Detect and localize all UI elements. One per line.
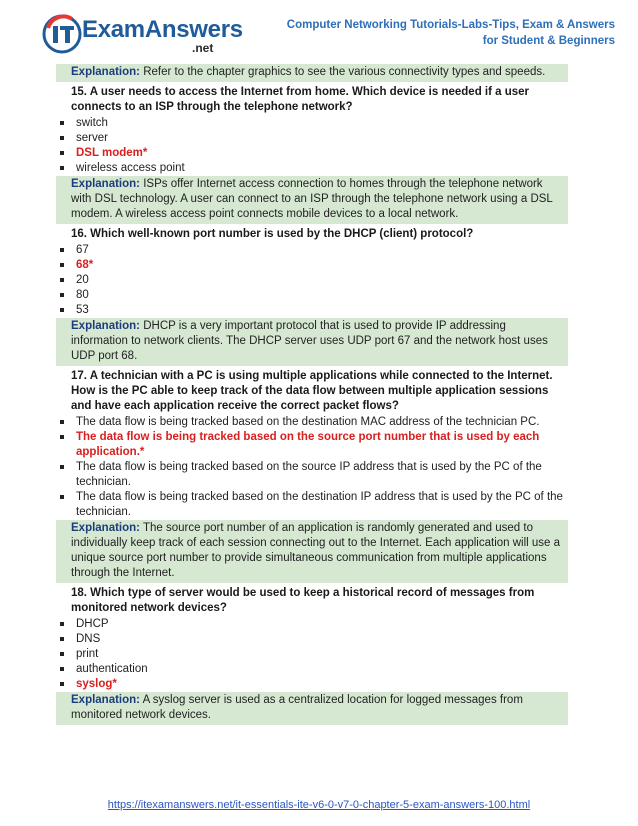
explanation-box <box>56 176 568 224</box>
question-text: 17. A technician with a PC is using multiple applications while connected to the Internet. How is the PC able to keep track of the data flow between multiple application sessions and have each application receive the correct packet flows? <box>71 370 553 412</box>
answer-option: DNS <box>56 632 568 647</box>
explanation-box <box>56 318 568 366</box>
explanation-label: Explanation: <box>71 178 141 190</box>
answer-option: The data flow is being tracked based on the destination MAC address of the technician PC. <box>56 415 568 430</box>
logo-wordmark: ExamAnswers <box>82 16 243 43</box>
correct-answer-option: syslog* <box>56 677 568 692</box>
explanation-box <box>56 64 568 82</box>
question-text: 15. A user needs to access the Internet from home. Which device is needed if a user connects to an ISP through the telephone network? <box>71 86 530 113</box>
correct-answer-option: The data flow is being tracked based on the source port number that is used by each application.* <box>56 430 568 460</box>
tagline-line-1: Computer Networking Tutorials-Labs-Tips, Exam & Answers <box>286 19 615 31</box>
explanation-text: Refer to the chapter graphics to see the various connectivity types and speeds. <box>140 66 546 78</box>
site-logo[interactable] <box>42 14 242 54</box>
logo-net-suffix: .net <box>192 41 214 55</box>
answer-option: The data flow is being tracked based on the destination IP address that is used by the PC of the technician. <box>56 490 568 520</box>
answer-option: switch <box>56 116 568 131</box>
correct-answer-option: DSL modem* <box>56 146 568 161</box>
answer-options <box>56 116 568 176</box>
footer-url-link[interactable]: https://itexamanswers.net/it-essentials-ite-v6-0-v7-0-chapter-5-exam-answers-100.html <box>107 799 531 811</box>
explanation-label: Explanation: <box>71 320 141 332</box>
answer-option: DHCP <box>56 617 568 632</box>
explanation-box <box>56 520 568 583</box>
question-text: 16. Which well-known port number is used by the DHCP (client) protocol? <box>71 228 474 240</box>
answer-option: server <box>56 131 568 146</box>
answer-option: wireless access point <box>56 161 568 176</box>
answer-option: 53 <box>56 303 568 318</box>
explanation-text: A syslog server is used as a centralized location for logged messages from monitored network devices. <box>71 694 523 721</box>
explanation-box <box>56 692 568 725</box>
answer-option: 67 <box>56 243 568 258</box>
it-logo-icon <box>42 14 82 54</box>
page-header <box>0 0 638 62</box>
answer-option: 20 <box>56 273 568 288</box>
explanation-label: Explanation: <box>71 522 141 534</box>
correct-answer-option: 68* <box>56 258 568 273</box>
tagline-line-2: for Student & Beginners <box>482 35 615 47</box>
explanation-text: DHCP is a very important protocol that is used to provide IP addressing information to network clients. The DHCP server uses UDP port 67 and the network host uses UDP port 68. <box>71 320 548 362</box>
answer-options <box>56 415 568 520</box>
answer-option: The data flow is being tracked based on the source IP address that is used by the PC of the technician. <box>56 460 568 490</box>
answer-options <box>56 617 568 692</box>
site-tagline <box>287 17 615 49</box>
answer-option: authentication <box>56 662 568 677</box>
explanation-label: Explanation: <box>71 66 141 78</box>
question-text: 18. Which type of server would be used to keep a historical record of messages from monitored network devices? <box>71 587 535 614</box>
explanation-label: Explanation: <box>71 694 141 706</box>
answer-option: print <box>56 647 568 662</box>
explanation-text: The source port number of an application is randomly generated and used to individually keep track of each session connecting out to the Internet. Each application will use a unique source port number to provide simultaneous communication from multiple applications through the Internet. <box>71 522 561 579</box>
answer-option: 80 <box>56 288 568 303</box>
explanation-text: ISPs offer Internet access connection to homes through the telephone network with DSL technology. A user can connect to an ISP through the telephone network using a DSL modem. A wireless access point connects mobile devices to a local network. <box>71 178 553 220</box>
exam-content <box>56 64 568 725</box>
answer-options <box>56 243 568 318</box>
